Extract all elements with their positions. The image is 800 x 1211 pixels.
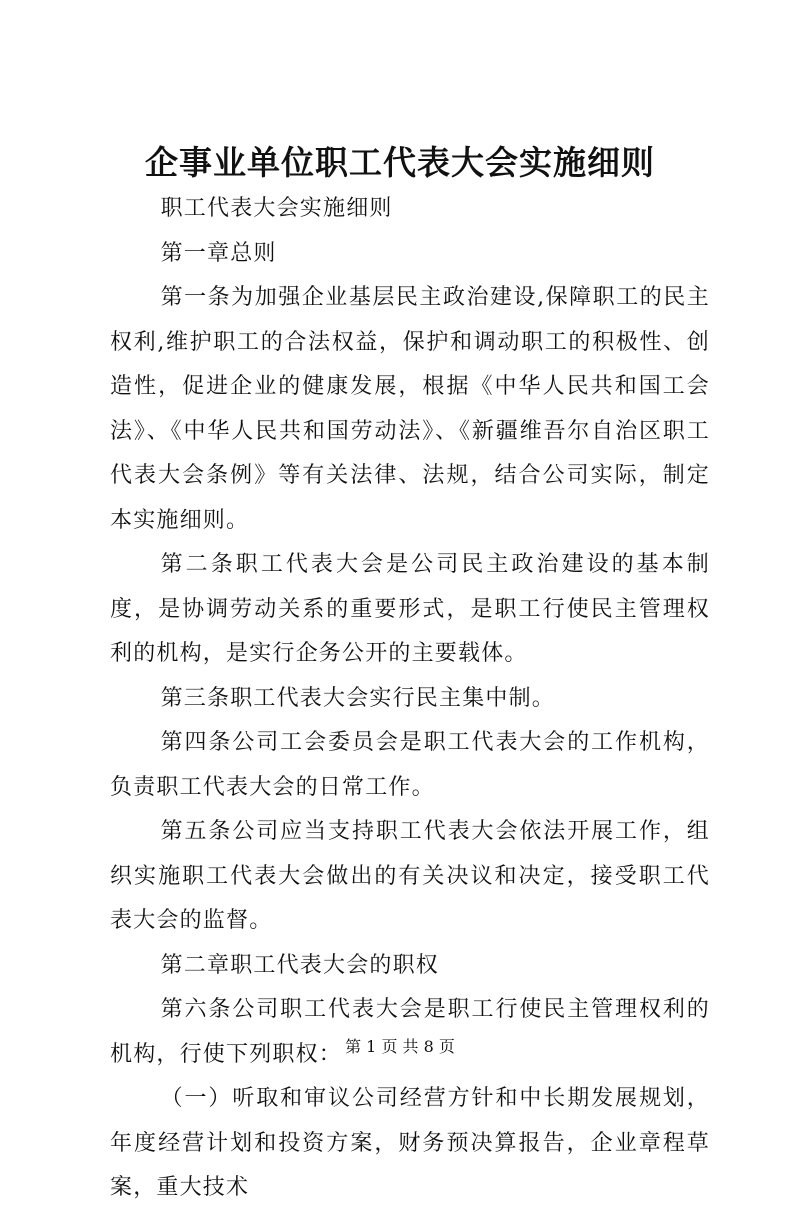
page-number-footer: 第 1 页 共 8 页 bbox=[345, 1037, 455, 1056]
paragraph-article-1: 第一条为加强企业基层民主政治建设,保障职工的民主权利,维护职工的合法权益，保护和调动职工的积极性、创造性，促进企业的健康发展，根据《中华人民共和国工会法》、《中华人民共和国劳动法》、《新疆维吾尔自治区职工代表大会条例》等有关法律、法规，结合公司实际，制定本实施细则。 bbox=[110, 285, 710, 533]
paragraph-chapter-1-heading: 第一章总则 bbox=[160, 240, 277, 266]
paragraph-article-2: 第二条职工代表大会是公司民主政治建设的基本制度，是协调劳动关系的重要形式，是职工行使民主管理权利的机构，是实行企务公开的主要载体。 bbox=[110, 552, 710, 666]
paragraph-subtitle: 职工代表大会实施细则 bbox=[160, 196, 393, 221]
paragraph-article-4: 第四条公司工会委员会是职工代表大会的工作机构，负责职工代表大会的日常工作。 bbox=[110, 730, 710, 800]
paragraph-chapter-2-heading: 第二章职工代表大会的职权 bbox=[160, 952, 439, 978]
document-title: 企事业单位职工代表大会实施细则 bbox=[145, 143, 655, 182]
paragraph-item-1: （一）听取和审议公司经营方针和中长期发展规划，年度经营计划和投资方案，财务预决算报告，企业章程草案，重大技术 bbox=[110, 1086, 710, 1200]
paragraph-article-3: 第三条职工代表大会实行民主集中制。 bbox=[160, 685, 555, 711]
paragraph-article-6: 第六条公司职工代表大会是职工行使民主管理权利的机构，行使下列职权： bbox=[110, 997, 710, 1067]
paragraph-article-5: 第五条公司应当支持职工代表大会依法开展工作，组织实施职工代表大会做出的有关决议和决定，接受职工代表大会的监督。 bbox=[110, 819, 710, 933]
